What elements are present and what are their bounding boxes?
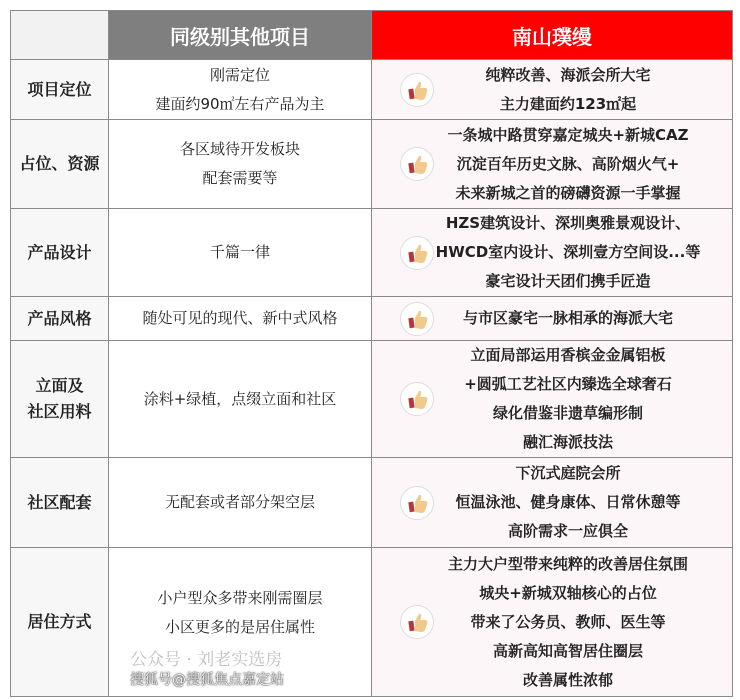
cell-line: 产品设计 — [27, 242, 92, 262]
cell-line: 涂料+绿植，点缀立面和社区 — [143, 389, 337, 408]
cell-line: 配套需要等 — [202, 169, 278, 187]
other-project-cell — [109, 341, 372, 458]
row-label — [11, 548, 109, 697]
cell-line: 项目定位 — [27, 79, 92, 99]
cell-line: 刚需定位 — [209, 65, 270, 84]
cell-line: +圆弧工艺社区内臻选全球奢石 — [464, 375, 672, 393]
cell-line: 占位、资源 — [19, 154, 100, 173]
row-label — [11, 120, 109, 209]
table-row — [11, 458, 733, 548]
cell-line: 社区用料 — [27, 402, 92, 421]
table-row — [11, 120, 733, 209]
table-row — [11, 297, 733, 341]
cell-line: 融汇海派技法 — [522, 433, 613, 451]
table-row — [11, 548, 733, 697]
other-project-cell — [109, 60, 372, 120]
thumbs-up-icon — [400, 382, 434, 416]
header-nanshan: 南山璞缦 — [372, 11, 733, 60]
nanshan-cell — [372, 548, 733, 697]
cell-line: 产品风格 — [27, 308, 92, 328]
table-row — [11, 341, 733, 458]
cell-line: 小户型众多带来刚需圈层 — [157, 589, 323, 607]
watermark-sohu: 搜狐号@搜狐焦点嘉定站 — [130, 672, 284, 688]
cell-line: 豪宅设计天团们携手匠造 — [485, 272, 651, 290]
other-project-cell — [109, 458, 372, 548]
cell-line: 高新高知高智居住圈层 — [492, 641, 643, 660]
cell-line: 主力大户型带来纯粹的改善居住氛围 — [447, 554, 688, 573]
cell-line: 绿化借鉴非遗草编形制 — [492, 404, 643, 422]
row-label — [11, 297, 109, 341]
cell-line: 与市区豪宅一脉相承的海派大宅 — [462, 309, 673, 327]
thumbs-up-icon — [400, 302, 434, 336]
nanshan-cell — [372, 458, 733, 548]
nanshan-cell — [372, 297, 733, 341]
comparison-table — [10, 10, 733, 697]
cell-line: 纯粹改善、海派会所大宅 — [485, 65, 651, 84]
header-other-projects: 同级别其他项目 — [109, 11, 372, 60]
cell-line: 恒温泳池、健身康体、日常休憩等 — [455, 493, 681, 511]
row-label — [11, 341, 109, 458]
thumbs-up-icon — [400, 73, 434, 107]
cell-line: 沉淀百年历史文脉、高阶烟火气+ — [456, 154, 680, 173]
cell-line: 立面及 — [35, 376, 84, 395]
cell-line: 一条城中路贯穿嘉定城央+新城CAZ — [447, 125, 689, 144]
nanshan-cell — [372, 60, 733, 120]
thumbs-up-icon — [400, 236, 434, 270]
cell-line: 改善属性浓郁 — [522, 670, 613, 689]
other-project-cell — [109, 297, 372, 341]
thumbs-up-icon — [400, 486, 434, 520]
thumbs-up-icon — [400, 605, 434, 639]
cell-line: 下沉式庭院会所 — [515, 464, 621, 482]
nanshan-cell — [372, 209, 733, 297]
cell-line: 各区域待开发板块 — [179, 140, 300, 158]
row-label — [11, 209, 109, 297]
cell-line: 居住方式 — [27, 612, 92, 631]
cell-line: HWCD室内设计、深圳壹方空间设...等 — [435, 243, 701, 261]
table-row — [11, 60, 733, 120]
corner-cell — [11, 11, 109, 60]
watermark-wechat: 公众号 · 刘老实选房 — [130, 650, 283, 670]
cell-line: 建面约90㎡左右产品为主 — [155, 94, 325, 113]
cell-line: 小区更多的是居住属性 — [164, 618, 315, 636]
cell-line: 主力建面约123㎡起 — [499, 94, 637, 113]
cell-line: 未来新城之首的磅礴资源一手掌握 — [455, 183, 681, 202]
thumbs-up-icon — [400, 147, 434, 181]
row-label — [11, 458, 109, 548]
cell-line: 千篇一律 — [209, 243, 270, 261]
cell-line: 随处可见的现代、新中式风格 — [142, 309, 338, 327]
cell-line: HZS建筑设计、深圳奥雅景观设计、 — [445, 214, 691, 232]
other-project-cell — [109, 209, 372, 297]
nanshan-cell — [372, 341, 733, 458]
nanshan-cell — [372, 120, 733, 209]
row-label — [11, 60, 109, 120]
cell-line: 社区配套 — [27, 492, 92, 512]
cell-line: 带来了公务员、教师、医生等 — [470, 612, 666, 631]
table-row — [11, 209, 733, 297]
cell-line: 立面局部运用香槟金金属铝板 — [470, 346, 666, 364]
cell-line: 城央+新城双轴核心的占位 — [479, 583, 657, 602]
other-project-cell — [109, 120, 372, 209]
cell-line: 无配套或者部分架空层 — [164, 493, 315, 511]
cell-line: 高阶需求一应俱全 — [507, 522, 628, 540]
